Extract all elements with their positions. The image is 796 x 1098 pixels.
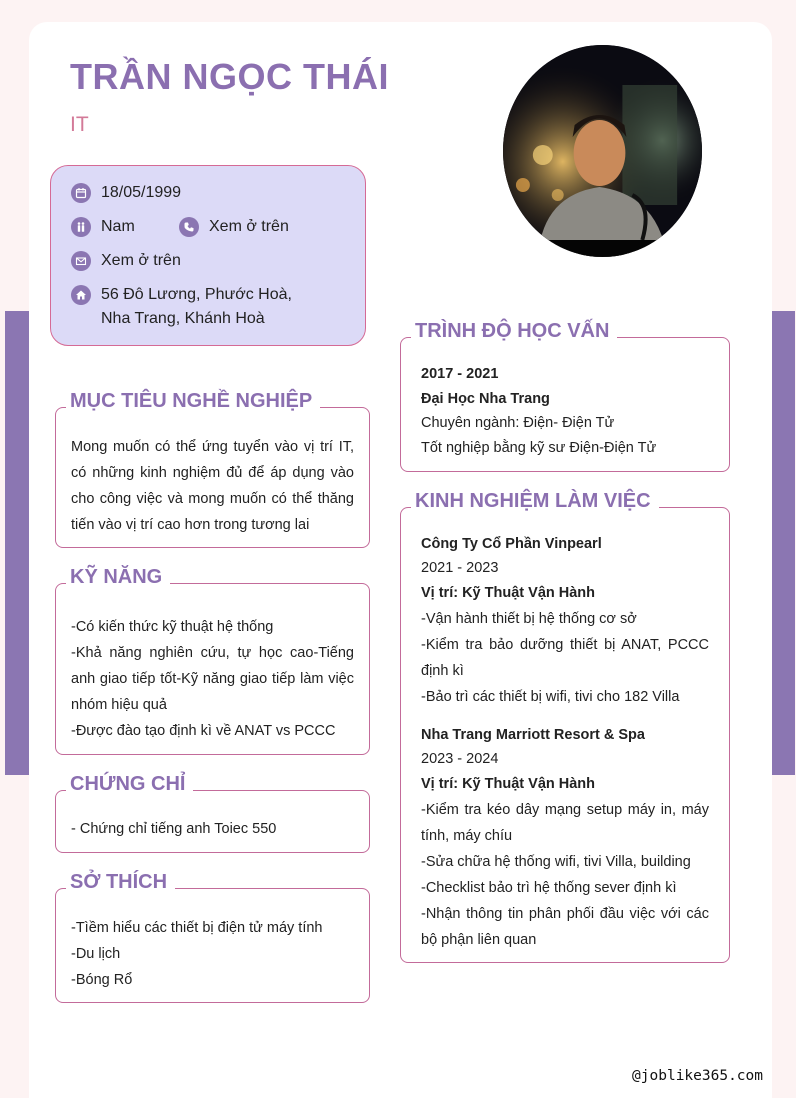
profile-photo [503,45,702,257]
candidate-role: IT [70,113,89,136]
right-accent-band [772,311,795,775]
job-duty: -Vận hành thiết bị hệ thống cơ sở [421,611,637,627]
job-entry [421,532,709,710]
contact-box [50,165,366,346]
contact-email [71,249,181,273]
skills-section [55,566,370,755]
experience-section [400,490,730,963]
job-years: 2021 - 2023 [421,560,499,576]
birthday-text: 18/05/1999 [101,184,182,201]
skill-item: -Khả năng nghiên cứu, tự học cao-Tiếng anh giao tiếp tốt-Kỹ năng giao tiếp làm việc nhóm hiệu quả [71,645,354,713]
hobby-item: -Du lịch [71,946,121,962]
education-degree: Tốt nghiệp bằng kỹ sư Điện-Điện Tử [421,439,657,456]
hobbies-list [71,915,354,993]
job-duty: -Kiểm tra kéo dây mạng setup máy in, máy tính, máy chíu [421,802,709,844]
address-text: 56 Đô Lương, Phước Hoà, Nha Trang, Khánh Hoà [101,286,292,327]
gender-text: Nam [101,218,135,235]
hobbies-section [55,871,370,1003]
left-accent-band [5,311,30,775]
calendar-icon [71,183,91,203]
job-years: 2023 - 2024 [421,751,499,767]
experience-list [421,532,709,953]
job-duty: -Bảo trì các thiết bị wifi, tivi cho 182 Villa [421,689,680,705]
certificates-title: CHỨNG CHỈ [66,769,193,799]
hobbies-title: SỞ THÍCH [66,867,175,897]
job-entry [421,723,709,953]
education-title: TRÌNH ĐỘ HỌC VẤN [411,316,617,346]
education-section [400,320,730,472]
skill-item: -Được đào tạo định kì về ANAT vs PCCC [71,723,336,739]
job-duty: -Checklist bảo trì hệ thống sever định kì [421,880,677,896]
hobby-item: -Tìềm hiểu các thiết bị điện tử máy tính [71,920,323,936]
skills-list [71,614,354,744]
contact-phone [179,215,289,239]
job-duty: -Nhận thông tin phân phối đầu việc với các bộ phận liên quan [421,906,709,948]
home-icon [71,285,91,305]
job-duty: -Kiểm tra bảo dưỡng thiết bị ANAT, PCCC định kì [421,637,709,679]
certificate-item: - Chứng chỉ tiếng anh Toiec 550 [71,821,277,837]
job-position: Vị trí: Kỹ Thuật Vận Hành [421,776,596,792]
phone-text: Xem ở trên [209,218,289,235]
job-company: Công Ty Cổ Phần Vinpearl [421,536,602,552]
contact-birthday [71,181,181,205]
education-details [421,362,714,460]
job-duty: -Sửa chữa hệ thống wifi, tivi Villa, building [421,854,691,870]
job-company: Nha Trang Marriott Resort & Spa [421,727,645,743]
skill-item: -Có kiến thức kỹ thuật hệ thống [71,619,274,635]
hobby-item: -Bóng Rổ [71,972,133,988]
email-icon [71,251,91,271]
candidate-name: TRẦN NGỌC THÁI [70,56,389,97]
career-goal-text: Mong muốn có thể ứng tuyển vào vị trí IT, có những kinh nghiệm đủ để áp dụng vào cho công việc và mong muốn có thể thăng tiến vào vị trí cao hơn trong tương lai [71,439,354,533]
contact-address [71,283,321,331]
certificates-section [55,773,370,853]
career-goal-section [55,390,370,548]
email-text: Xem ở trên [101,252,181,269]
skills-title: KỸ NĂNG [66,562,170,592]
phone-icon [179,217,199,237]
career-goal-title: MỤC TIÊU NGHỀ NGHIỆP [66,386,320,416]
contact-gender [71,215,135,239]
education-years: 2017 - 2021 [421,366,499,382]
education-major: Chuyên ngành: Điện- Điện Tử [421,415,615,431]
gender-icon [71,217,91,237]
experience-title: KINH NGHIỆM LÀM VIỆC [411,486,659,516]
education-school: Đại Học Nha Trang [421,390,550,407]
job-position: Vị trí: Kỹ Thuật Vận Hành [421,585,596,601]
watermark: @joblike365.com [632,1068,763,1084]
